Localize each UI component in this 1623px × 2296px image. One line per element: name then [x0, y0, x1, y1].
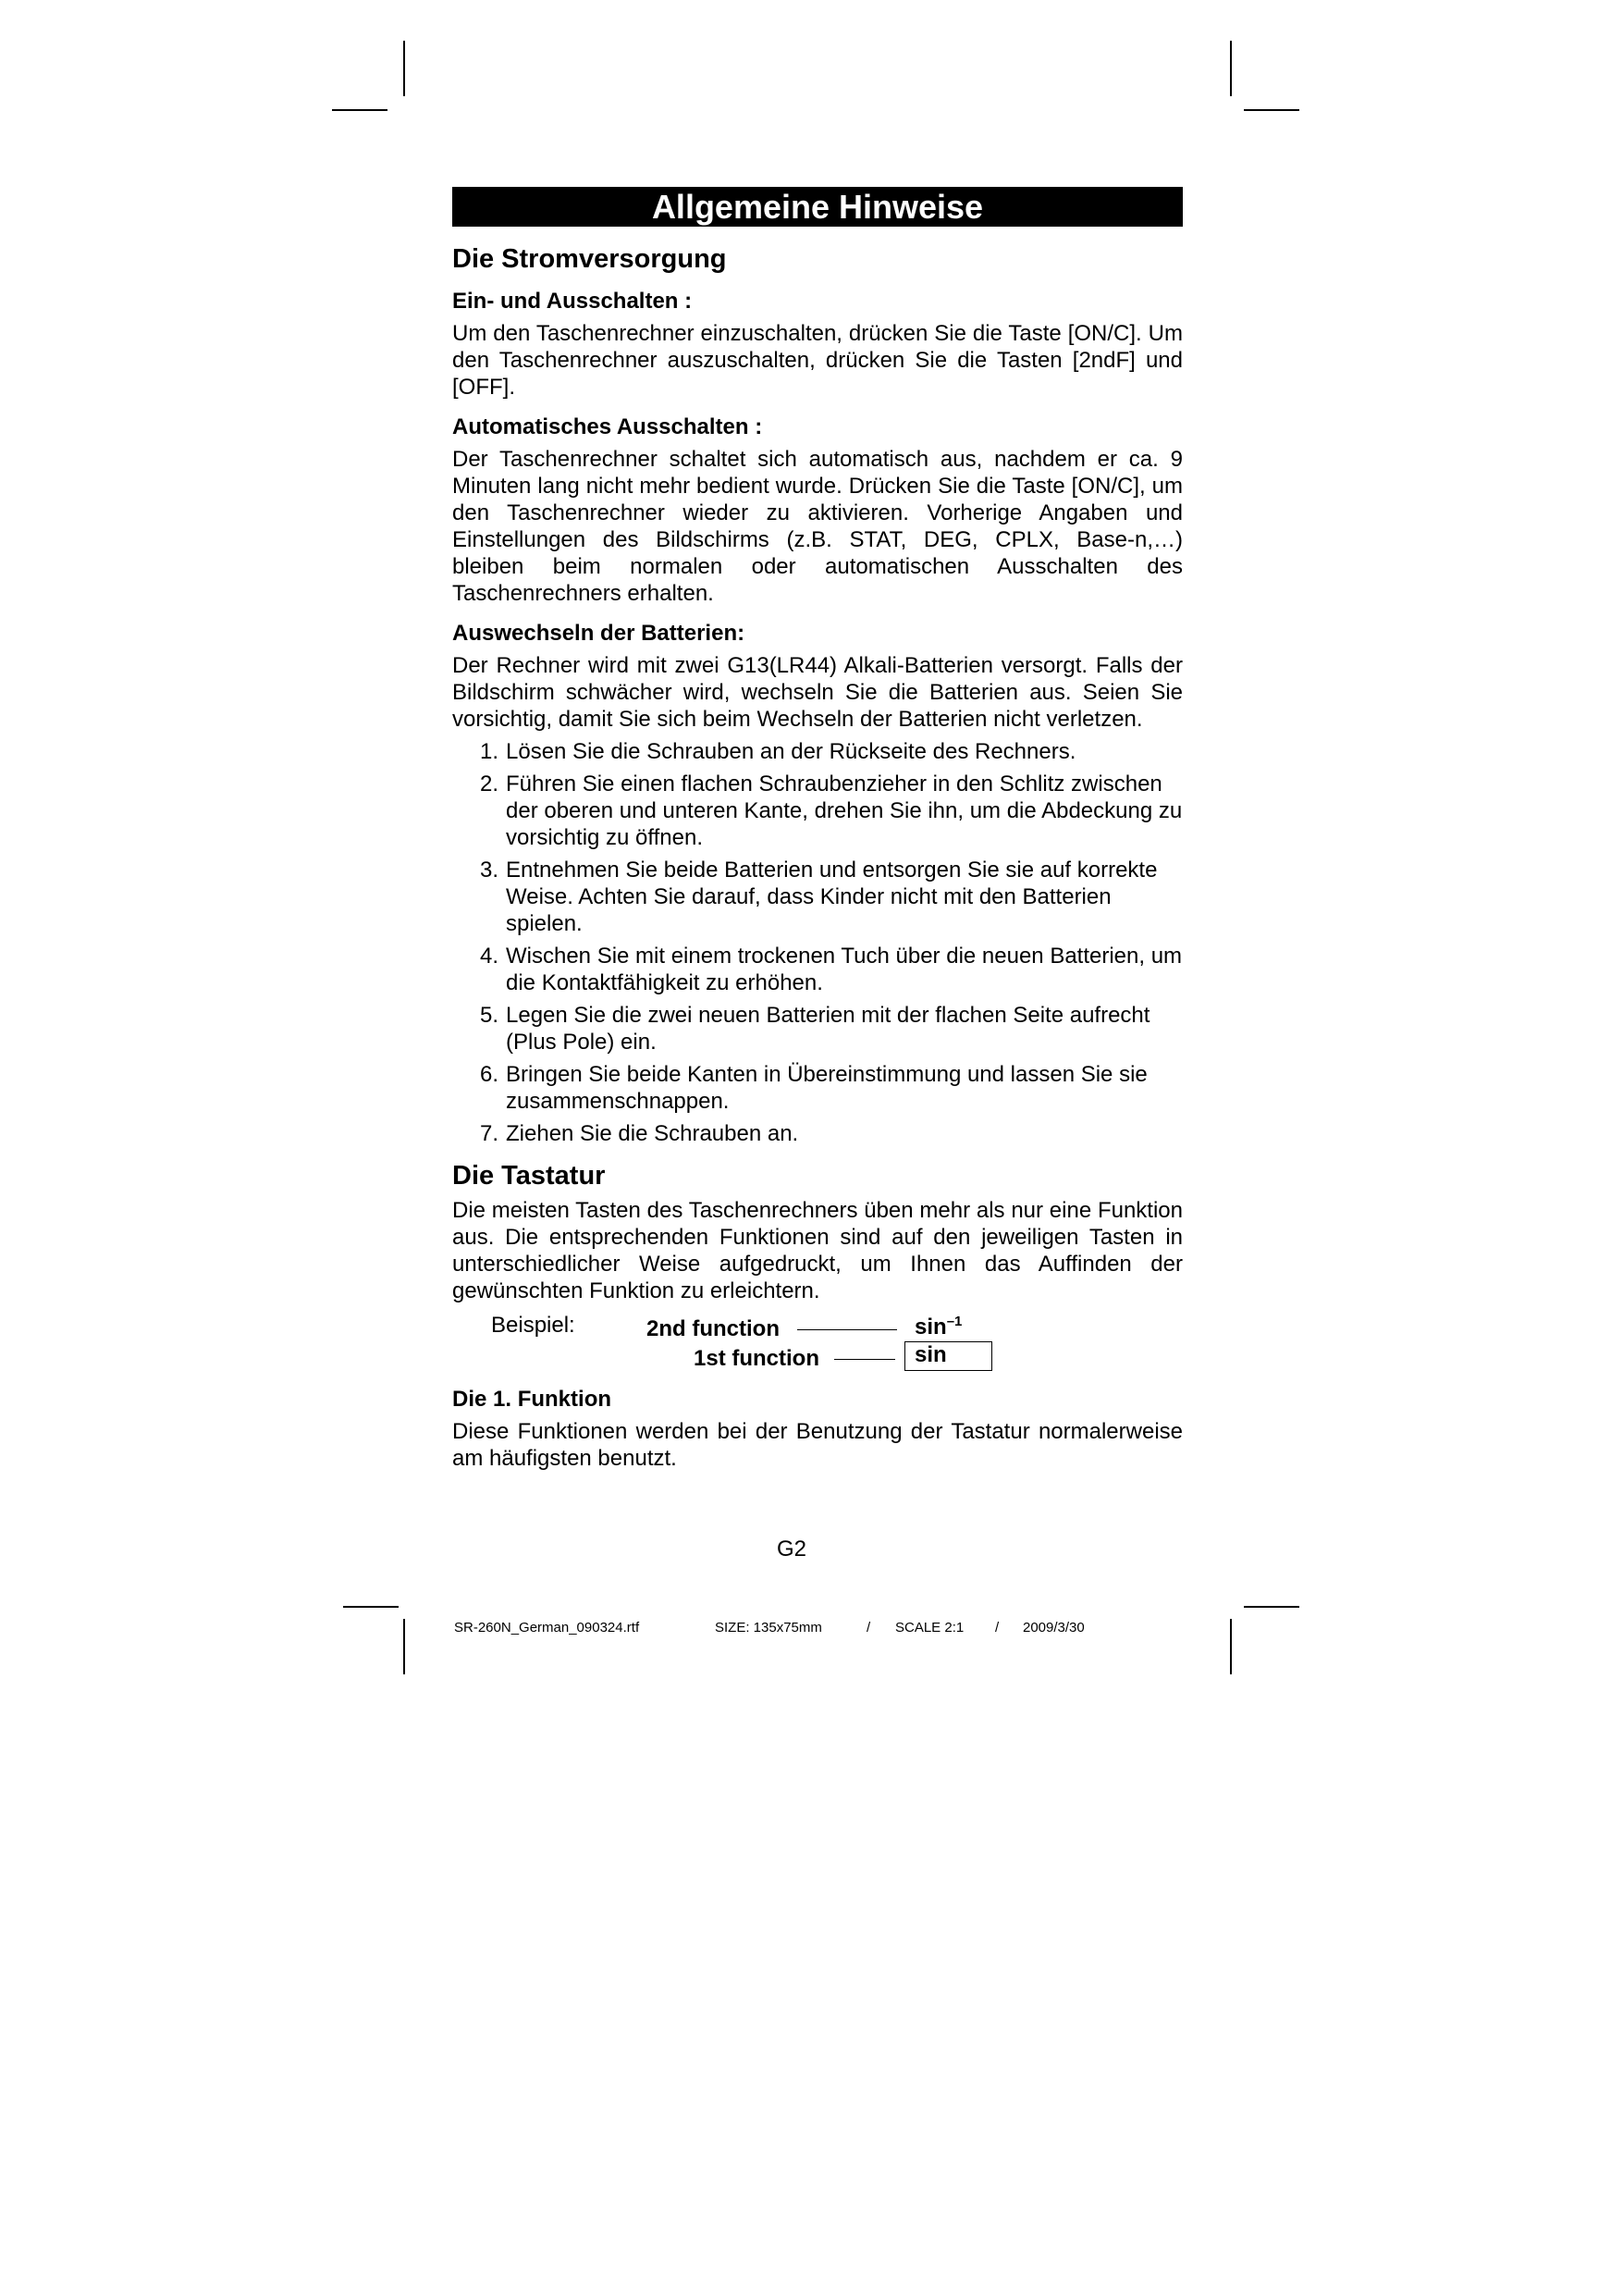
sin-inverse-text: sin: [915, 1315, 947, 1339]
list-item: [452, 857, 1183, 937]
key-function-example: [452, 1310, 1183, 1375]
list-item: [452, 1120, 1183, 1147]
crop-mark-bottom-right-horizontal: [1244, 1606, 1299, 1608]
onoff-heading: Ein- und Ausschalten :: [452, 289, 693, 314]
first-function-heading: Die 1. Funktion: [452, 1387, 612, 1412]
auto-off-text: Der Taschenrechner schaltet sich automatisch aus, nachdem er ca. 9 Minuten lang nicht mehr bedient wurde. Drücken Sie die Taste [ON/C], um den Taschenrechner wieder zu aktivieren. Vorherige Angaben und Einstellungen des Bildschirms (z.B. STAT, DEG, CPLX, Base-n,…) bleiben beim normalen oder automatischen Ausschalten des Taschenrechners erhalten.: [452, 447, 1183, 606]
step-text: Bringen Sie beide Kanten in Übereinstimmung und lassen Sie sie zusammenschnappen.: [506, 1062, 1148, 1114]
crop-mark-top-right-horizontal: [1244, 109, 1299, 111]
crop-mark-bottom-left-vertical: [403, 1619, 405, 1674]
step-number: 3.: [480, 858, 499, 883]
page-content: [452, 187, 1183, 1472]
step-text: Lösen Sie die Schrauben an der Rückseite des Rechners.: [506, 739, 1076, 764]
example-label: Beispiel:: [491, 1313, 575, 1338]
crop-mark-top-left-vertical: [403, 41, 405, 96]
battery-steps-list: [452, 738, 1183, 1147]
crop-mark-top-left-horizontal: [332, 109, 387, 111]
battery-heading: Auswechseln der Batterien:: [452, 621, 745, 646]
footer-date: 2009/3/30: [1023, 1620, 1085, 1636]
footer-size: SIZE: 135x75mm: [715, 1620, 822, 1636]
step-text: Ziehen Sie die Schrauben an.: [506, 1121, 799, 1146]
page-banner: Allgemeine Hinweise: [452, 187, 1183, 227]
sin-key: sin: [904, 1341, 992, 1371]
second-function-label: 2nd function: [646, 1316, 780, 1341]
second-function-leader-line: [797, 1329, 897, 1330]
inverse-superscript: –1: [946, 1314, 963, 1329]
list-item: [452, 738, 1183, 765]
step-number: 4.: [480, 944, 499, 969]
keyboard-heading: Die Tastatur: [452, 1161, 606, 1191]
footer-scale: SCALE 2:1: [895, 1620, 965, 1636]
auto-off-heading: Automatisches Ausschalten :: [452, 414, 763, 439]
step-text: Wischen Sie mit einem trockenen Tuch über die neuen Batterien, um die Kontaktfähigkeit zu erhöhen.: [506, 944, 1183, 995]
second-function-key-label: [915, 1314, 962, 1340]
step-number: 7.: [480, 1121, 499, 1146]
list-item: [452, 1061, 1183, 1115]
power-heading: Die Stromversorgung: [452, 244, 727, 274]
list-item: [452, 771, 1183, 851]
step-text: Legen Sie die zwei neuen Batterien mit der flachen Seite aufrecht (Plus Pole) ein.: [506, 1003, 1150, 1055]
battery-text: Der Rechner wird mit zwei G13(LR44) Alkali-Batterien versorgt. Falls der Bildschirm schwächer wird, wechseln Sie die Batterien aus. Seien Sie vorsichtig, damit Sie sich beim Wechseln der Batterien nicht verletzen.: [452, 653, 1183, 732]
step-text: Entnehmen Sie beide Batterien und entsorgen Sie sie auf korrekte Weise. Achten Sie darauf, dass Kinder nicht mit den Batterien spielen.: [506, 858, 1158, 936]
page-number: G2: [777, 1537, 807, 1562]
list-item: [452, 1002, 1183, 1055]
crop-mark-bottom-right-vertical: [1230, 1619, 1232, 1674]
footer-filename: SR-260N_German_090324.rtf: [454, 1620, 640, 1636]
list-item: [452, 943, 1183, 996]
footer-separator: /: [867, 1620, 871, 1636]
print-footer: [454, 1620, 1085, 1730]
first-function-text: Diese Funktionen werden bei der Benutzung der Tastatur normalerweise am häufigsten benutzt.: [452, 1419, 1183, 1471]
crop-mark-top-right-vertical: [1230, 41, 1232, 96]
first-function-label: 1st function: [694, 1346, 819, 1371]
step-text: Führen Sie einen flachen Schraubenzieher in den Schlitz zwischen der oberen und unteren Kante, drehen Sie ihn, um die Abdeckung zu vorsichtig zu öffnen.: [506, 772, 1183, 850]
step-number: 1.: [480, 739, 499, 764]
keyboard-text: Die meisten Tasten des Taschenrechners üben mehr als nur eine Funktion aus. Die entsprechenden Funktionen sind auf den jeweiligen Tasten in unterschiedlicher Weise aufgedruckt, um Ihnen das Auffinden der gewünschten Funktion zu erleichtern.: [452, 1198, 1183, 1303]
step-number: 5.: [480, 1003, 499, 1028]
footer-separator: /: [995, 1620, 1000, 1636]
first-function-leader-line: [834, 1359, 895, 1360]
step-number: 2.: [480, 772, 499, 796]
onoff-text: Um den Taschenrechner einzuschalten, drücken Sie die Taste [ON/C]. Um den Taschenrechner auszuschalten, drücken Sie die Tasten [2ndF] und [OFF].: [452, 321, 1183, 400]
crop-mark-bottom-left-horizontal: [343, 1606, 399, 1608]
step-number: 6.: [480, 1062, 499, 1087]
